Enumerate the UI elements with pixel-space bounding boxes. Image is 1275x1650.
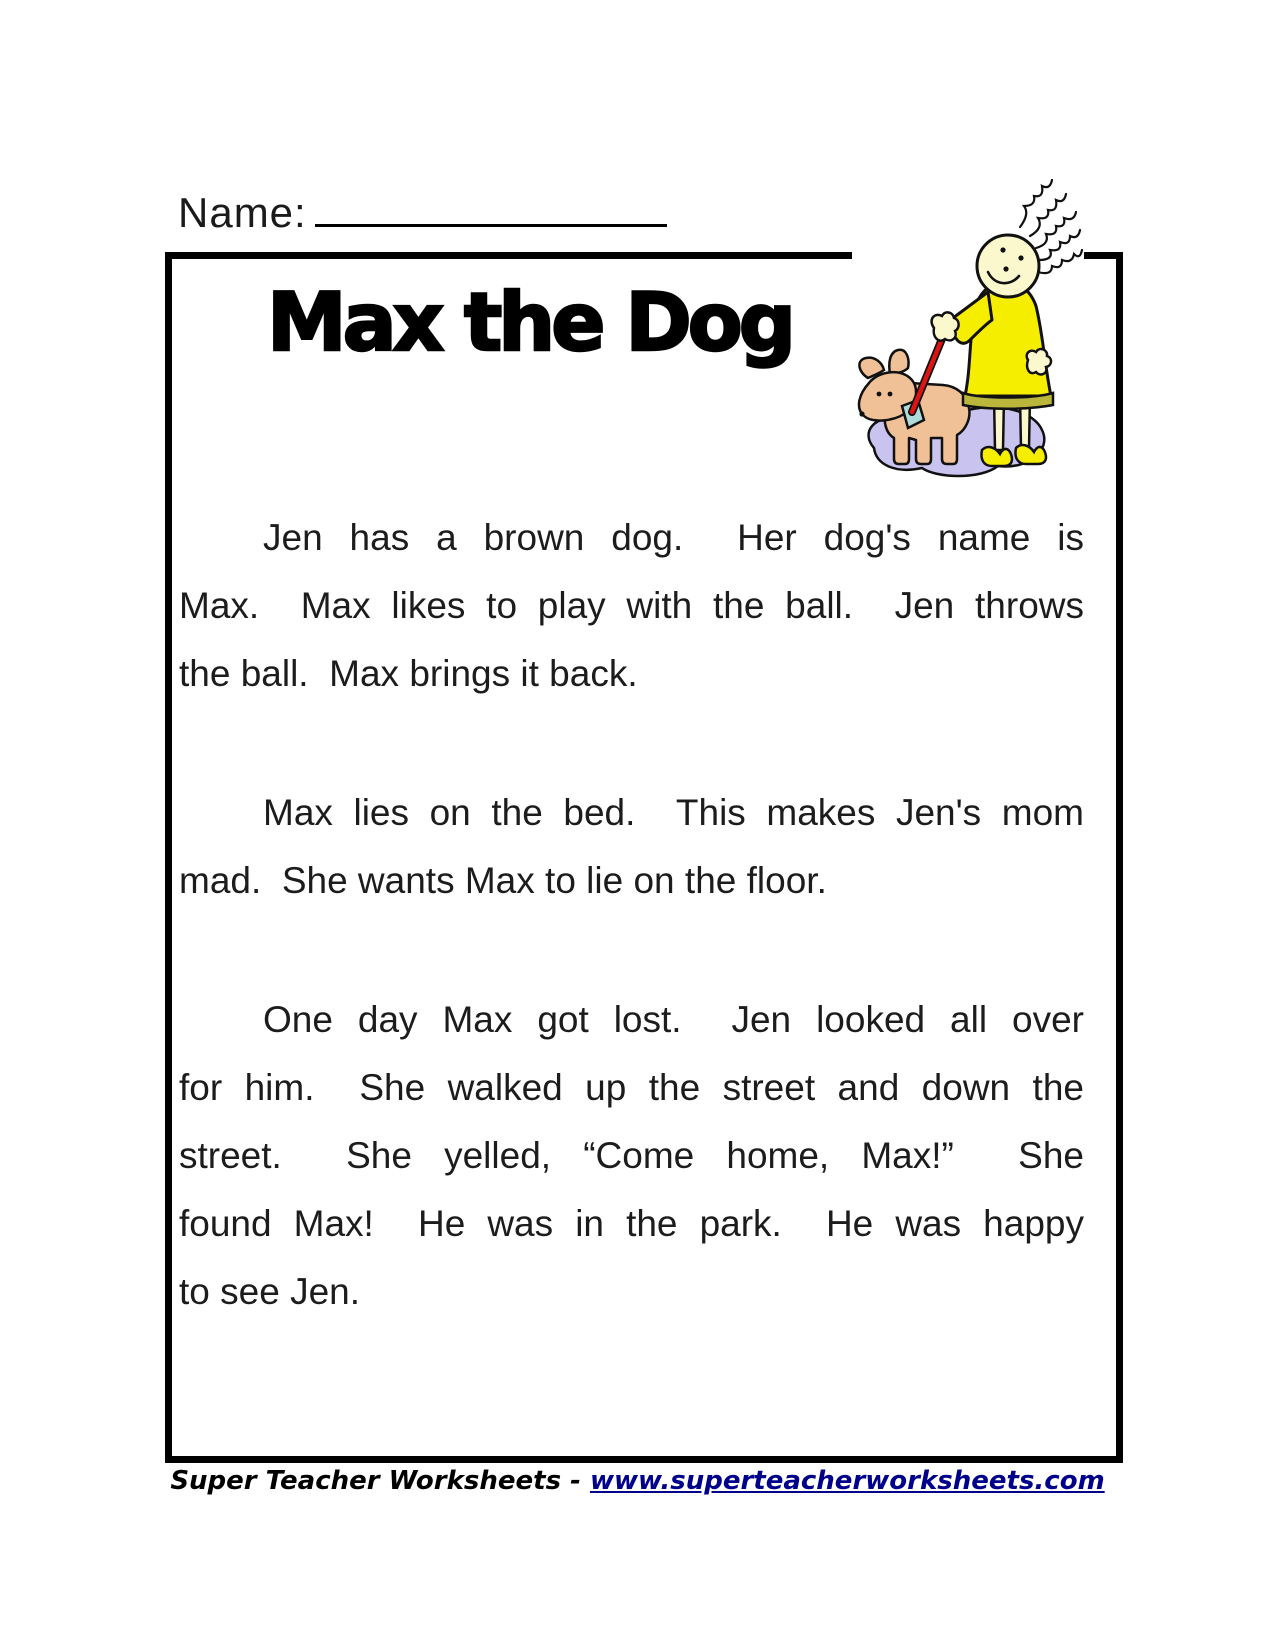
story-line: Max lies on the bed. This makes Jen's mom [263, 792, 1084, 833]
story-text [179, 504, 1084, 1326]
girl-eye-right [1018, 255, 1023, 260]
story-line: One day Max got lost. Jen looked all over [263, 999, 1084, 1040]
girl-shoe-left [981, 447, 1012, 466]
story-line: mad. She wants Max to lie on the floor. [179, 860, 827, 901]
girl-shoe-right [1015, 445, 1046, 464]
story-line: Jen has a brown dog. Her dog's name is [263, 517, 1084, 558]
dog-eye-left [877, 392, 882, 397]
dog-ear-right [889, 350, 908, 374]
story-line: the ball. Max brings it back. [179, 653, 638, 694]
story-line: found Max! He was in the park. He was happy [179, 1203, 1084, 1244]
story-line: Max. Max likes to play with the ball. Jen throws [179, 585, 1084, 626]
footer-link[interactable]: www.superteacherworksheets.com [589, 1466, 1105, 1496]
girl-head [977, 235, 1039, 297]
girl-hand-right [1027, 349, 1051, 374]
footer [0, 1466, 1275, 1496]
footer-prefix: Super Teacher Worksheets - [170, 1466, 590, 1496]
girl-nose [1003, 266, 1008, 271]
dog-eye-right [888, 392, 893, 397]
story-title: Max the Dog [267, 276, 792, 369]
paragraph-1 [179, 504, 1084, 708]
story-line: street. She yelled, “Come home, Max!” She [179, 1135, 1084, 1176]
paragraph-2 [179, 779, 1084, 915]
girl-hand-left [932, 312, 959, 340]
name-label: Name: [178, 189, 307, 236]
dog-nose [859, 411, 864, 416]
name-blank[interactable] [315, 184, 667, 227]
girl-eye-left [1000, 247, 1005, 252]
name-row [178, 184, 667, 237]
girl-walking-dog-illustration [852, 172, 1084, 484]
paragraph-3 [179, 986, 1084, 1326]
story-line: to see Jen. [179, 1271, 361, 1312]
story-line: for him. She walked up the street and down the [179, 1067, 1084, 1108]
